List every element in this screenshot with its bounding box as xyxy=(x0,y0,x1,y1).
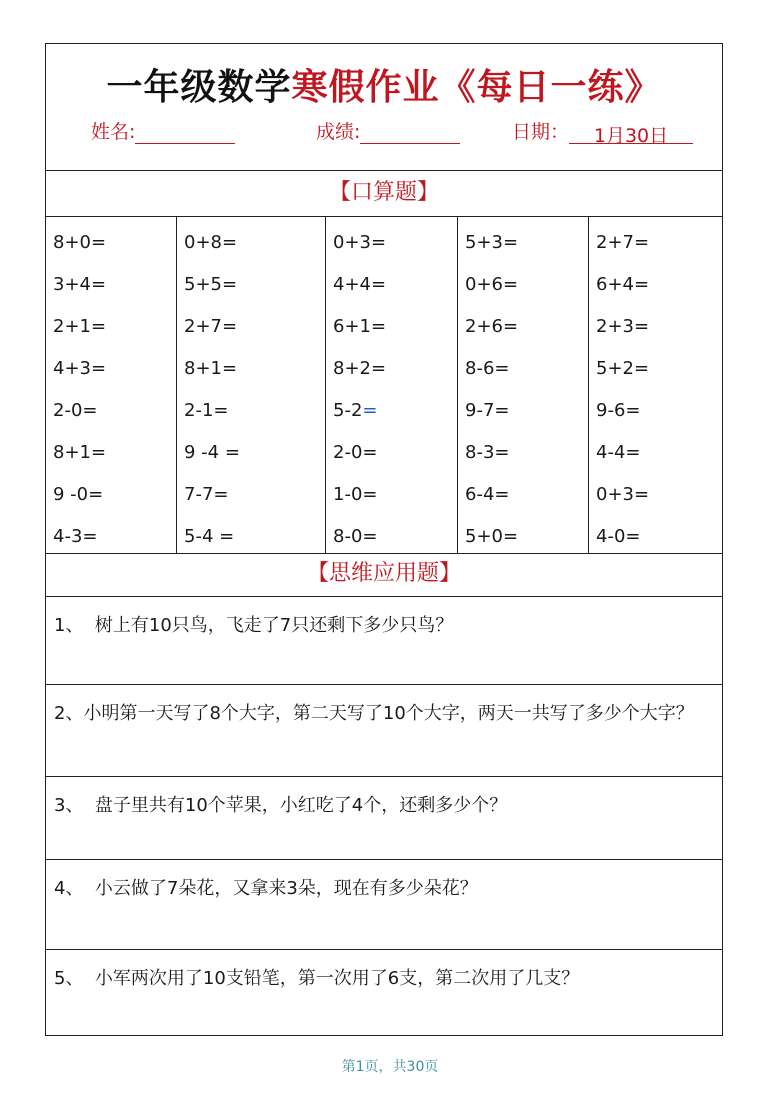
word-problem xyxy=(46,777,722,860)
title-red-part: 寒假作业《每日一练》 xyxy=(291,67,662,108)
oral-problem: 5+0= xyxy=(465,526,519,547)
oral-problem: 8+1= xyxy=(184,358,238,379)
word-problem xyxy=(46,950,722,1037)
oral-problem: 6-4= xyxy=(465,484,510,505)
oral-problem: 4-0= xyxy=(596,526,641,547)
oral-problem: 5+5= xyxy=(184,274,238,295)
oral-problem: 2+1= xyxy=(53,316,107,337)
oral-problem: 4-3= xyxy=(53,526,98,547)
name-field xyxy=(91,117,235,144)
oral-problem: 9-7= xyxy=(465,400,510,421)
oral-problem: 4-4= xyxy=(596,442,641,463)
word-problem-text: 2、小明第一天写了8个大字，第二天写了10个大字，两天一共写了多少个大字？ xyxy=(54,703,694,724)
score-field xyxy=(316,117,460,144)
oral-problem: 8-6= xyxy=(465,358,510,379)
oral-problem: 8+1= xyxy=(53,442,107,463)
oral-problem: 5-4 = xyxy=(184,526,235,547)
oral-problem: 2+6= xyxy=(465,316,519,337)
oral-column xyxy=(458,217,589,553)
score-blank-line xyxy=(360,121,460,144)
date-label: 日期： xyxy=(512,121,570,143)
oral-problem: 6+1= xyxy=(333,316,387,337)
word-problem-text: 4、 小云做了7朵花，又拿来3朵，现在有多少朵花？ xyxy=(54,878,478,899)
oral-problem: 2+3= xyxy=(596,316,650,337)
oral-problem: 8-3= xyxy=(465,442,510,463)
oral-problem: 0+3= xyxy=(333,232,387,253)
oral-problem: 4+4= xyxy=(333,274,387,295)
oral-problem: 8+2= xyxy=(333,358,387,379)
oral-problem: 9-6= xyxy=(596,400,641,421)
oral-column xyxy=(589,217,724,553)
date-value: 1月30日 xyxy=(569,121,693,144)
oral-section-title: 【口算题】 xyxy=(46,171,722,217)
worksheet-header xyxy=(46,44,722,171)
title-black-part: 一年级数学 xyxy=(106,67,292,108)
oral-problem: 9 -0= xyxy=(53,484,104,505)
oral-column xyxy=(46,217,177,553)
oral-problem: 3+4= xyxy=(53,274,107,295)
word-problem-text: 1、 树上有10只鸟，飞走了7只还剩下多少只鸟？ xyxy=(54,615,454,636)
oral-problem: 6+4= xyxy=(596,274,650,295)
blue-equals-sign: = xyxy=(362,400,378,421)
oral-problem: 0+3= xyxy=(596,484,650,505)
oral-problem: 5-2 xyxy=(333,400,363,421)
oral-problem: 2+7= xyxy=(596,232,650,253)
oral-problem: 2-1= xyxy=(184,400,229,421)
oral-problem-blue-wrap xyxy=(333,400,378,421)
oral-problem: 8-0= xyxy=(333,526,378,547)
oral-problem: 0+6= xyxy=(465,274,519,295)
name-label: 姓名: xyxy=(91,121,136,143)
word-problem xyxy=(46,860,722,950)
oral-problem: 1-0= xyxy=(333,484,378,505)
oral-problem: 4+3= xyxy=(53,358,107,379)
name-blank-line xyxy=(135,121,235,144)
page-title xyxy=(46,59,722,110)
oral-arithmetic-grid xyxy=(46,217,722,554)
word-problem xyxy=(46,685,722,777)
oral-problem: 5+3= xyxy=(465,232,519,253)
date-field xyxy=(512,117,693,147)
oral-column xyxy=(326,217,458,553)
oral-problem: 2+7= xyxy=(184,316,238,337)
word-problem-text: 5、 小军两次用了10支铅笔，第一次用了6支，第二次用了几支？ xyxy=(54,968,580,989)
oral-problem: 2-0= xyxy=(333,442,378,463)
oral-problem: 2-0= xyxy=(53,400,98,421)
oral-problem: 0+8= xyxy=(184,232,238,253)
word-problem-text: 3、 盘子里共有10个苹果，小红吃了4个，还剩多少个？ xyxy=(54,795,508,816)
oral-problem: 8+0= xyxy=(53,232,107,253)
page-footer: 第1页，共30页 xyxy=(341,1059,439,1075)
oral-column xyxy=(177,217,326,553)
oral-problem: 5+2= xyxy=(596,358,650,379)
thinking-section-title: 【思维应用题】 xyxy=(46,554,722,597)
score-label: 成绩: xyxy=(316,121,361,143)
worksheet xyxy=(45,43,723,1036)
oral-problem: 7-7= xyxy=(184,484,229,505)
oral-problem: 9 -4 = xyxy=(184,442,240,463)
word-problem xyxy=(46,597,722,685)
